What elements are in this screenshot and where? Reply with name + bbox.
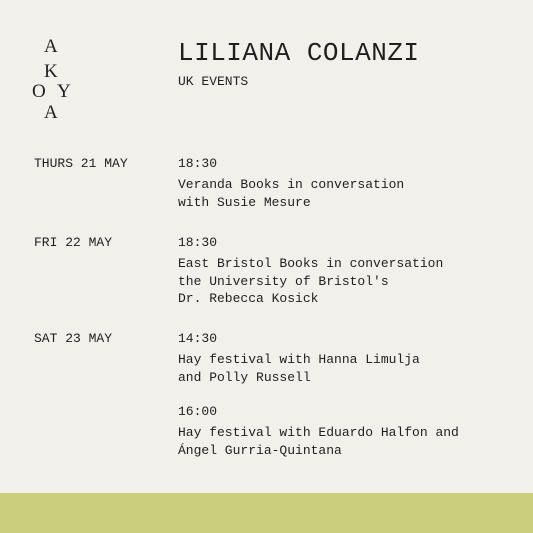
event-description — [178, 255, 518, 308]
page-subtitle: UK EVENTS — [178, 74, 249, 89]
event-time: 18:30 — [178, 235, 218, 250]
event-line: Dr. Rebecca Kosick — [178, 291, 319, 306]
event-time: 14:30 — [178, 331, 218, 346]
day-label: FRI 22 MAY — [34, 235, 113, 250]
event-item — [178, 330, 518, 386]
event-description — [178, 424, 518, 459]
event-item — [178, 155, 518, 211]
event-line: with Susie Mesure — [178, 194, 311, 210]
event-line: Hay festival with Eduardo Halfon and — [178, 425, 459, 440]
event-line: Ángel Gurria-Quintana — [178, 442, 342, 458]
logo-letter: O — [32, 81, 46, 102]
event-time: 18:30 — [178, 156, 218, 171]
event-line: Hay festival with Hanna Limulja — [178, 352, 420, 367]
event-description — [178, 176, 518, 211]
event-line: the University of Bristol's — [178, 273, 389, 289]
event-description — [178, 351, 518, 386]
day-label: SAT 23 MAY — [34, 331, 113, 346]
logo-letter: Y — [57, 81, 71, 102]
event-time: 16:00 — [178, 404, 218, 419]
logo-letter: A — [44, 36, 58, 57]
event-item — [178, 234, 518, 308]
footer-band — [0, 493, 533, 533]
akoya-logo — [0, 0, 80, 130]
page-title: LILIANA COLANZI — [178, 38, 420, 68]
event-line: East Bristol Books in conversation — [178, 256, 444, 271]
event-line: Veranda Books in conversation — [178, 177, 405, 192]
logo-letter: K — [44, 61, 58, 82]
logo-letter: A — [44, 102, 58, 123]
event-line: and Polly Russell — [178, 369, 311, 385]
day-label: THURS 21 MAY — [34, 156, 128, 171]
event-item — [178, 403, 518, 459]
